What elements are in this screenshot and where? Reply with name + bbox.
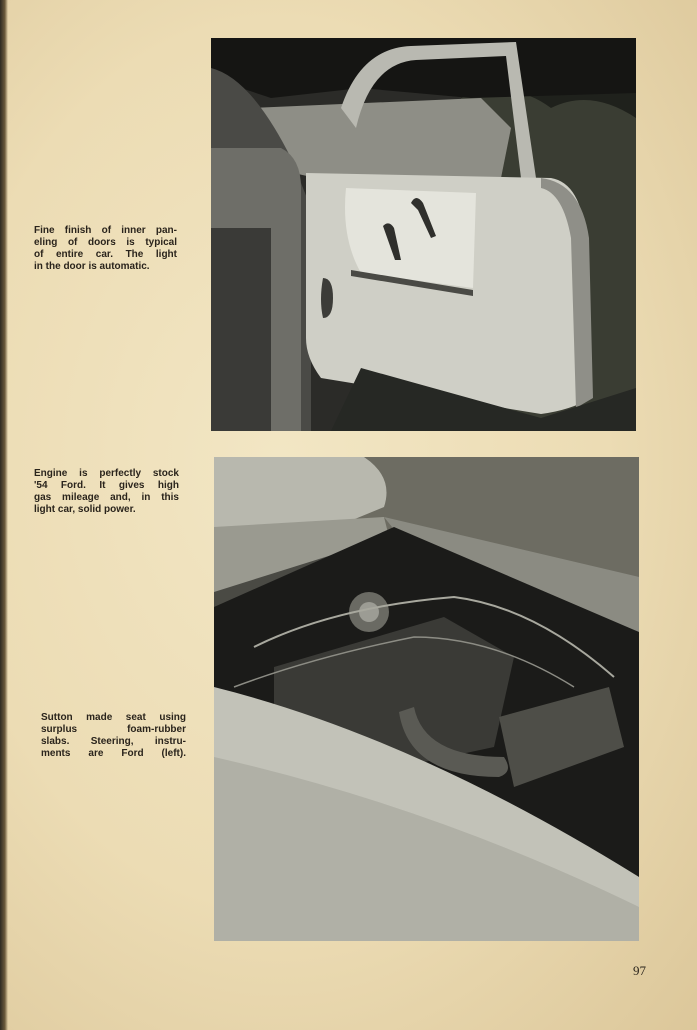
- caption-line: of entire car. The light: [34, 249, 177, 260]
- caption-line: ments are Ford (left).: [41, 748, 186, 759]
- caption-line: Fine finish of inner pan-: [34, 225, 177, 236]
- photo-engine-bay: [214, 457, 639, 941]
- car-door-illustration: [211, 38, 636, 431]
- caption-line: gas mileage and, in this: [34, 492, 179, 503]
- caption-line: surplus foam-rubber: [41, 724, 186, 735]
- caption-line: Sutton made seat using: [41, 712, 186, 723]
- caption-line: in the door is automatic.: [34, 261, 150, 272]
- photo-car-door: [211, 38, 636, 431]
- caption-line: eling of doors is typical: [34, 237, 177, 248]
- page-number: 97: [633, 963, 646, 978]
- caption-door-paneling: [34, 225, 177, 273]
- caption-seat: [41, 712, 186, 760]
- caption-line: '54 Ford. It gives high: [34, 480, 179, 491]
- caption-line: slabs. Steering, instru-: [41, 736, 186, 747]
- engine-bay-illustration: [214, 457, 639, 941]
- caption-engine: [34, 468, 179, 516]
- caption-line: Engine is perfectly stock: [34, 468, 179, 479]
- page-edge-shadow: [0, 0, 8, 1030]
- caption-line: light car, solid power.: [34, 504, 136, 515]
